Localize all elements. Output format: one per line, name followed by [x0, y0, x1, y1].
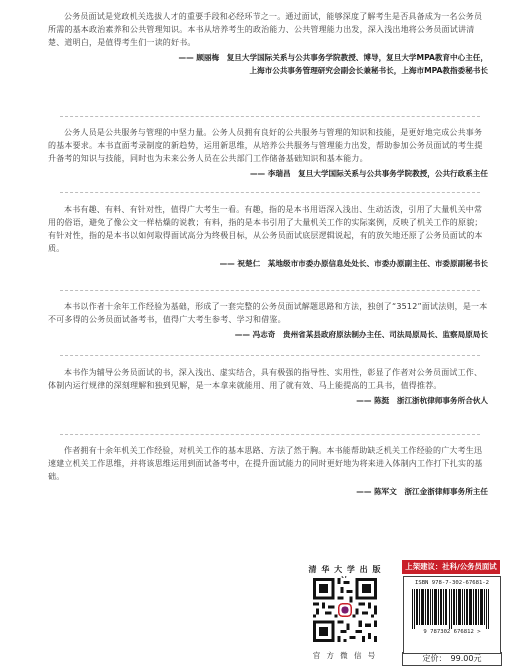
official-wechat-label: 官 方 微 信 号: [312, 651, 378, 660]
review-attribution-1b: 上海市公共事务管理研究会副会长兼秘书长，上海市MPA教指委秘书长: [249, 66, 488, 75]
review-attribution-3: —— 祝楚仁 某地级市市委办原信息处处长、市委办原副主任、市委原副秘书长: [219, 259, 488, 268]
review-text-1: 公务员面试是党政机关选拔人才的重要手段和必经环节之一。通过面试，能够深度了解考生是否具备成为一名公务员所需的基本政治素养和公共管理知识。本书从培养考生的政治能力、公共管理能力出发，深入浅出地将公务员面试讲清楚、道明白，是值得考生们一读的好书。: [48, 12, 483, 47]
review-attribution-4: —— 冯志奇 贵州省某县政府原法制办主任、司法局原局长、监察局原局长: [234, 330, 488, 339]
review-text-4: 本书以作者十余年工作经验为基础，形成了一套完整的公务员面试解题思路和方法，独创了“3512”面试法则，是一本不可多得的公务员面试备考书，值得广大考生参考、学习和借鉴。: [48, 302, 488, 324]
qr-code-icon: [313, 578, 377, 642]
review-text-6: 作者拥有十余年机关工作经验，对机关工作的基本思路、方法了然于胸。本书能帮助缺乏机关工作经验的广大考生迅速建立机关工作思维，并将该思维运用到面试备考中，在提升面试能力的同时更好地为将来进入体制内工作打下扎实的基础。: [48, 446, 483, 481]
review-block-2: [48, 126, 488, 180]
price-value: 99.00元: [450, 654, 482, 663]
review-attribution-2: —— 李瑞昌 复旦大学国际关系与公共事务学院教授，公共行政系主任: [249, 169, 488, 178]
review-block-4: [48, 300, 488, 341]
review-block-6: [48, 444, 488, 498]
review-text-3: 本书有趣、有料、有针对性，值得广大考生一看。有趣，指的是本书用语深入浅出、生动活泼，引用了大量机关中常用的俗语，避免了像公文一样枯燥的说教；有料，指的是本书引用了大量机关工作的实际案例，反映了机关工作的原貌；有针对性，指的是本书以如何取得面试高分为终极目标，从公务员面试底层逻辑说起，有的放矢地还原了公务员面试的本质。: [48, 205, 483, 253]
isbn-text: ISBN 978-7-302-67681-2: [414, 580, 490, 586]
review-text-5: 本书作为辅导公务员面试的书，深入浅出、虚实结合，具有极强的指导性、实用性，彰显了作者对公务员面试工作、体制内运行规律的深刻理解和独到见解，是一本拿来就能用、用了就有效、马上能提高的工具书，值得推荐。: [48, 368, 483, 390]
divider-3: [60, 290, 480, 291]
isbn-barcode-box: [403, 576, 501, 654]
review-attribution-5: —— 陈挺 浙江浙杭律师事务所合伙人: [356, 396, 488, 405]
barcode-number: 9 787302 676812 >: [423, 629, 481, 635]
review-attribution-1a: —— 顾丽梅 复旦大学国际关系与公共事务学院教授、博导，复旦大学MPA教育中心主任，: [178, 53, 488, 62]
price-box: [402, 652, 502, 666]
shelf-category-tag: 上架建议：社科/公务员面试: [402, 560, 500, 574]
divider-1: [60, 116, 480, 117]
review-block-3: [48, 203, 488, 270]
review-block-1: [48, 10, 488, 77]
review-text-2: 公务人员是公共服务与管理的中坚力量。公务人员拥有良好的公共服务与管理的知识和技能，是更好地完成公共事务的基本要求。本书直面考录制度的新趋势，运用新思维，从培养公共服务与管理能力出发，帮助参加公务员面试的考生提升备考的知识与技能，同时也为未来公务人员在公共部门工作储备基础知识和基本能力。: [48, 128, 483, 163]
divider-5: [60, 434, 480, 435]
price-label: 定价：: [422, 654, 447, 663]
review-block-5: [48, 366, 488, 407]
barcode-icon: [410, 589, 494, 629]
review-attribution-6: —— 陈军文 浙江金浙律师事务所主任: [356, 487, 488, 496]
divider-4: [60, 355, 480, 356]
publisher-name: 清 华 大 学 出 版: [308, 565, 382, 574]
divider-2: [60, 192, 480, 193]
